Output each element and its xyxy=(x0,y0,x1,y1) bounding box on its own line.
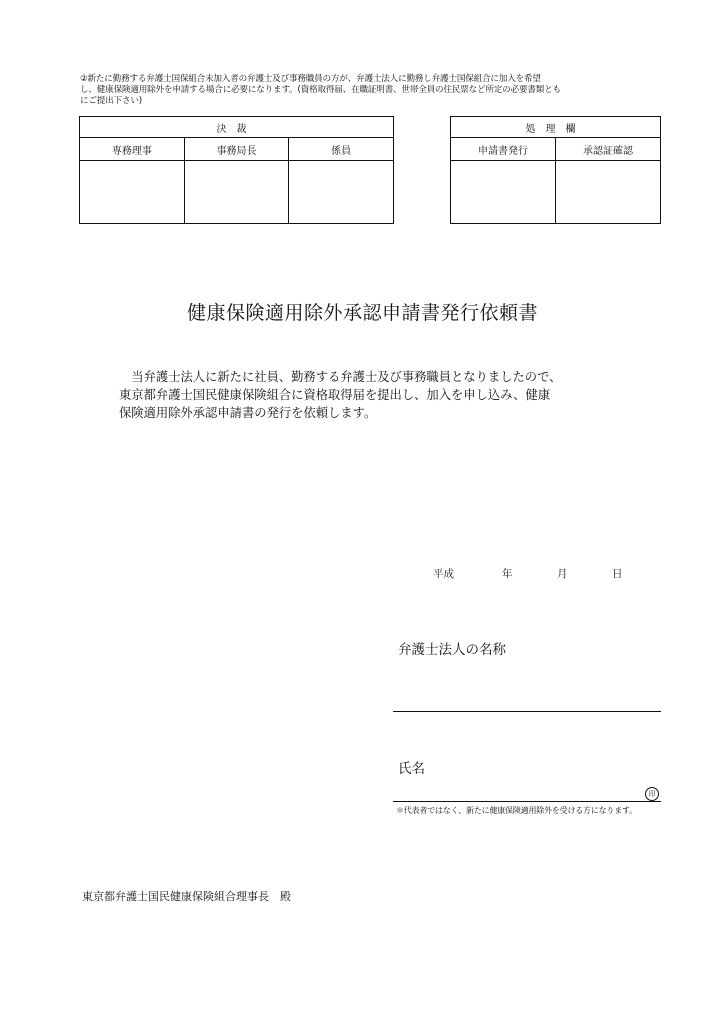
firm-name-label: 弁護士法人の名称 xyxy=(398,642,506,658)
document-title: 健康保険適用除外承認申請書発行依頼書 xyxy=(186,302,538,324)
processing-column-application-issue: 申請書発行 xyxy=(451,138,556,161)
approval-sign-cell[interactable] xyxy=(289,161,394,224)
seal-icon: 印 xyxy=(645,787,659,801)
note-line-1: ②新たに勤務する弁護士国保組合未加入者の弁護士及び事務職員の方が、弁護士法人に勤務し弁護士国保組合に加入を希望 xyxy=(80,74,541,84)
name-note: ＊代表者ではなく、新たに健康保険適用除外を受ける方になります。 xyxy=(396,806,637,815)
processing-sign-cell[interactable] xyxy=(451,161,556,224)
request-body xyxy=(119,368,619,422)
addressee: 東京都弁護士国民健康保険組合理事長 殿 xyxy=(82,890,291,903)
date-month: 月 xyxy=(557,568,568,580)
approval-sign-cell[interactable] xyxy=(80,161,185,224)
processing-column-certificate-check: 承認証確認 xyxy=(556,138,661,161)
processing-table-header: 処理欄 xyxy=(451,117,661,138)
body-line-3: 保険適用除外承認申請書の発行を依頼します。 xyxy=(119,406,377,420)
note-line-3: にご提出下さい) xyxy=(80,96,142,106)
body-line-1: 当弁護士法人に新たに社員、勤務する弁護士及び事務職員となりましたので、 xyxy=(131,370,562,384)
approval-column-staff: 係員 xyxy=(289,138,394,161)
body-line-2: 東京都弁護士国民健康保険組合に資格取得届を提出し、加入を申し込み、健康 xyxy=(119,388,551,402)
approval-column-managing-director: 専務理事 xyxy=(80,138,185,161)
date-day: 日 xyxy=(612,568,623,580)
date-year: 年 xyxy=(502,568,513,580)
approval-sign-cell[interactable] xyxy=(184,161,289,224)
note-line-2: し、健康保険適用除外を申請する場合に必要になります。(資格取得届、在職証明書、世帯全員の住民票など所定の必要書類とも xyxy=(80,85,561,95)
approval-column-secretary-general: 事務局長 xyxy=(184,138,289,161)
instruction-note xyxy=(80,74,665,107)
approval-table xyxy=(79,116,394,224)
approval-table-header: 決裁 xyxy=(80,117,394,138)
name-label: 氏名 xyxy=(398,761,425,777)
processing-table xyxy=(450,116,661,224)
name-line[interactable] xyxy=(393,801,661,802)
processing-sign-cell[interactable] xyxy=(556,161,661,224)
firm-name-line[interactable] xyxy=(393,711,661,712)
date-era: 平成 xyxy=(433,568,454,580)
